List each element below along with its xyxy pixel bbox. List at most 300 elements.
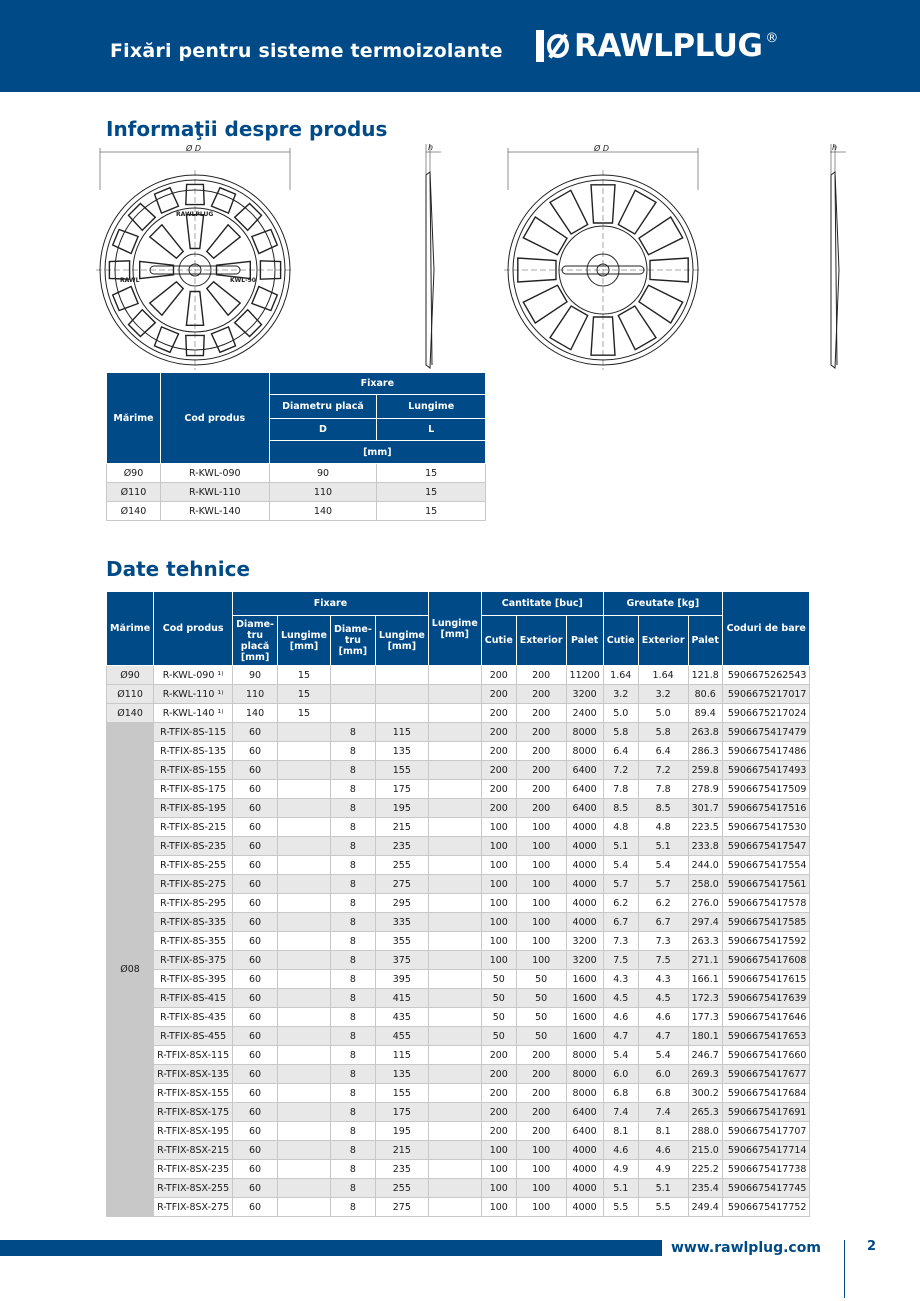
table-cell: 200 <box>481 1065 516 1084</box>
table-cell: R-TFIX-8S-395 <box>154 970 233 989</box>
table-cell: 15 <box>377 464 486 483</box>
table-cell: 100 <box>516 1141 566 1160</box>
table-cell: 5.4 <box>603 1046 638 1065</box>
washer-slot <box>639 285 683 323</box>
table-cell: 297.4 <box>688 913 722 932</box>
diameter-label-2: Ø D <box>594 144 609 153</box>
table-cell: R-TFIX-8S-135 <box>154 742 233 761</box>
table-cell: 60 <box>233 1046 278 1065</box>
table-cell: 5906675417486 <box>722 742 810 761</box>
table-cell: 8 <box>330 1122 375 1141</box>
table-cell: 2400 <box>566 704 603 723</box>
table-cell: 5906675217017 <box>722 685 810 704</box>
table-cell: 4000 <box>566 894 603 913</box>
table-cell <box>277 989 330 1008</box>
table-cell <box>428 1027 481 1046</box>
table-cell: R-TFIX-8S-375 <box>154 951 233 970</box>
table-cell: 60 <box>233 970 278 989</box>
table-cell: 455 <box>375 1027 428 1046</box>
washer-slot <box>150 225 183 258</box>
table-cell: 249.4 <box>688 1198 722 1217</box>
table-cell: 8 <box>330 856 375 875</box>
table-cell: 60 <box>233 742 278 761</box>
table-cell: Ø90 <box>107 464 161 483</box>
table-cell: 4.3 <box>603 970 638 989</box>
washer-slot <box>618 306 656 350</box>
logo-registered: ® <box>765 30 779 46</box>
table-row <box>107 837 810 856</box>
table-cell: 166.1 <box>688 970 722 989</box>
table-cell: 8 <box>330 913 375 932</box>
table-cell <box>428 704 481 723</box>
table-cell: 8 <box>330 1065 375 1084</box>
table-cell: 200 <box>516 1046 566 1065</box>
technical-drawings <box>96 140 866 370</box>
table-cell: Ø140 <box>107 502 161 521</box>
section-title-tech-data: Date tehnice <box>106 557 251 581</box>
footer-url[interactable]: www.rawlplug.com <box>671 1240 821 1256</box>
table-row <box>107 1179 810 1198</box>
table-cell: 6.8 <box>603 1084 638 1103</box>
table-row <box>107 1198 810 1217</box>
th-unit: [mm] <box>269 441 485 464</box>
table-cell <box>428 780 481 799</box>
table-cell: 11200 <box>566 666 603 685</box>
table-cell <box>428 761 481 780</box>
table-cell <box>330 685 375 704</box>
table-cell: 50 <box>516 989 566 1008</box>
table-cell <box>277 894 330 913</box>
table-cell: 200 <box>516 1103 566 1122</box>
table-cell <box>428 1065 481 1084</box>
table-cell: 100 <box>481 837 516 856</box>
table-cell: R-TFIX-8S-455 <box>154 1027 233 1046</box>
washer-slot <box>150 282 183 315</box>
table-cell <box>277 723 330 742</box>
table-cell: 155 <box>375 761 428 780</box>
table-cell: 5.5 <box>603 1198 638 1217</box>
th-length: Lungime [mm] <box>428 592 481 666</box>
table-cell: 90 <box>269 464 377 483</box>
table-cell <box>428 666 481 685</box>
table-cell: R-TFIX-8S-355 <box>154 932 233 951</box>
table-cell: 300.2 <box>688 1084 722 1103</box>
table-cell: 6400 <box>566 799 603 818</box>
table-cell: 5906675417592 <box>722 932 810 951</box>
table-row <box>107 989 810 1008</box>
table-cell: 5906675417554 <box>722 856 810 875</box>
table-cell <box>428 856 481 875</box>
table-cell: 6.2 <box>638 894 688 913</box>
table-cell: 60 <box>233 989 278 1008</box>
th-diam-plate: Diame- tru placă [mm] <box>233 616 278 666</box>
th-diam: Diame- tru [mm] <box>330 616 375 666</box>
table-cell: 355 <box>375 932 428 951</box>
table-cell: 60 <box>233 1103 278 1122</box>
table-cell <box>277 1008 330 1027</box>
table-cell: 180.1 <box>688 1027 722 1046</box>
table-cell: R-TFIX-8S-435 <box>154 1008 233 1027</box>
washer-side-view-1 <box>426 144 441 368</box>
washer-slot <box>113 287 138 311</box>
table-cell: 100 <box>481 875 516 894</box>
table-cell: 100 <box>481 1141 516 1160</box>
table-cell: 335 <box>375 913 428 932</box>
table-cell: 100 <box>481 818 516 837</box>
table-cell: 60 <box>233 856 278 875</box>
table-cell: 7.5 <box>638 951 688 970</box>
table-cell: R-TFIX-8S-255 <box>154 856 233 875</box>
table-cell: 5.1 <box>638 837 688 856</box>
table-cell: 60 <box>233 932 278 951</box>
th-l: L <box>377 419 486 441</box>
table-cell <box>277 761 330 780</box>
table-row <box>107 1008 810 1027</box>
th-box-2: Cutie <box>603 616 638 666</box>
table-cell: 155 <box>375 1084 428 1103</box>
table-cell: 5906675417714 <box>722 1141 810 1160</box>
table-cell: 259.8 <box>688 761 722 780</box>
table-cell: R-TFIX-8S-235 <box>154 837 233 856</box>
table-cell: 100 <box>481 951 516 970</box>
washer-slot <box>618 190 656 234</box>
table-cell: 8000 <box>566 723 603 742</box>
th-quantity: Cantitate [buc] <box>481 592 603 616</box>
table-cell: 8 <box>330 780 375 799</box>
table-cell: 60 <box>233 799 278 818</box>
table-cell: 5906675417561 <box>722 875 810 894</box>
table-cell: R-TFIX-8S-295 <box>154 894 233 913</box>
table-cell: R-TFIX-8S-335 <box>154 913 233 932</box>
table-cell: 5906675417639 <box>722 989 810 1008</box>
washer-slot <box>155 188 179 213</box>
th-barcode: Coduri de bare <box>722 592 810 666</box>
table-cell <box>277 856 330 875</box>
table-cell: 8 <box>330 1084 375 1103</box>
table-cell <box>428 989 481 1008</box>
table-cell <box>428 1141 481 1160</box>
table-cell: 5.4 <box>603 856 638 875</box>
table-cell: 5.4 <box>638 1046 688 1065</box>
table-cell: 8000 <box>566 1046 603 1065</box>
table-row <box>107 704 810 723</box>
washer-slot <box>639 217 683 255</box>
table-cell: 8 <box>330 837 375 856</box>
table-cell: 4.8 <box>638 818 688 837</box>
table-cell: 271.1 <box>688 951 722 970</box>
th-code: Cod produs <box>154 592 233 666</box>
table-cell: 200 <box>481 1122 516 1141</box>
table-cell: 8.1 <box>603 1122 638 1141</box>
table-cell: 5906675417691 <box>722 1103 810 1122</box>
table-cell: 8 <box>330 951 375 970</box>
table-cell: R-TFIX-8S-155 <box>154 761 233 780</box>
table-cell: 200 <box>516 780 566 799</box>
table-cell: 5906675417684 <box>722 1084 810 1103</box>
washer-slot <box>207 282 240 315</box>
table-row <box>107 483 486 502</box>
table-cell <box>277 1103 330 1122</box>
table-cell: 288.0 <box>688 1122 722 1141</box>
table-row <box>107 932 810 951</box>
table-cell: 4.6 <box>638 1141 688 1160</box>
table-cell: 8 <box>330 723 375 742</box>
table-cell: 275 <box>375 875 428 894</box>
table-cell: R-TFIX-8SX-195 <box>154 1122 233 1141</box>
table-cell: 4.5 <box>603 989 638 1008</box>
table-cell: 1.64 <box>638 666 688 685</box>
table-cell: 15 <box>277 685 330 704</box>
table-cell: 100 <box>516 1198 566 1217</box>
table-cell: 100 <box>481 894 516 913</box>
table-cell: 4000 <box>566 1141 603 1160</box>
table-cell: R-KWL-140 ¹⁾ <box>154 704 233 723</box>
table-cell: 60 <box>233 1122 278 1141</box>
table-cell: 6400 <box>566 761 603 780</box>
table-cell: 5906675417585 <box>722 913 810 932</box>
table-cell: 90 <box>233 666 278 685</box>
table-cell: 200 <box>481 761 516 780</box>
table-cell: 60 <box>233 913 278 932</box>
table-cell: 1.64 <box>603 666 638 685</box>
table-cell <box>277 1027 330 1046</box>
table-cell: R-TFIX-8SX-155 <box>154 1084 233 1103</box>
table-cell <box>428 932 481 951</box>
table-cell: 200 <box>516 723 566 742</box>
table-cell: 5906675417660 <box>722 1046 810 1065</box>
brand-label-left: RAWL <box>120 277 140 284</box>
table-cell: 200 <box>481 1046 516 1065</box>
table-cell: 195 <box>375 1122 428 1141</box>
table-cell: 7.4 <box>638 1103 688 1122</box>
table-cell: 110 <box>269 483 377 502</box>
table-row <box>107 723 810 742</box>
table-cell: 60 <box>233 818 278 837</box>
th-diameter: Diametru placă <box>269 395 377 419</box>
table-cell: 375 <box>375 951 428 970</box>
table-cell: Ø90 <box>107 666 154 685</box>
table-cell: 50 <box>481 970 516 989</box>
table-cell: 4000 <box>566 875 603 894</box>
table-cell: 100 <box>516 1160 566 1179</box>
table-cell: 60 <box>233 1027 278 1046</box>
table-cell: 5.5 <box>638 1198 688 1217</box>
table-cell <box>277 970 330 989</box>
table-cell: 1600 <box>566 989 603 1008</box>
table-cell: R-TFIX-8SX-115 <box>154 1046 233 1065</box>
table-cell: 8000 <box>566 742 603 761</box>
th-pallet-2: Palet <box>688 616 722 666</box>
table-cell: 60 <box>233 723 278 742</box>
table-cell <box>428 1122 481 1141</box>
washer-slot <box>523 217 567 255</box>
table-cell: 200 <box>481 1103 516 1122</box>
table-cell <box>428 685 481 704</box>
table-cell: 3.2 <box>603 685 638 704</box>
washer-slot <box>550 190 588 234</box>
table-row <box>107 666 810 685</box>
table-cell: 4000 <box>566 1160 603 1179</box>
table-cell: 60 <box>233 894 278 913</box>
table-cell: 278.9 <box>688 780 722 799</box>
header-title: Fixări pentru sisteme termoizolante <box>110 40 503 62</box>
table-cell <box>277 913 330 932</box>
table-cell: 200 <box>481 704 516 723</box>
table-row <box>107 875 810 894</box>
table-cell: Ø140 <box>107 704 154 723</box>
table-cell: R-KWL-110 <box>160 483 269 502</box>
table-cell: 200 <box>481 1084 516 1103</box>
table-cell <box>428 1160 481 1179</box>
table-cell: 60 <box>233 951 278 970</box>
table-cell: 5906675417578 <box>722 894 810 913</box>
table-cell: 5906675417677 <box>722 1065 810 1084</box>
table-cell: 89.4 <box>688 704 722 723</box>
table-row <box>107 1027 810 1046</box>
table-cell: 100 <box>481 1160 516 1179</box>
table-cell: 100 <box>516 894 566 913</box>
table-cell: 269.3 <box>688 1065 722 1084</box>
table-cell: 6.0 <box>603 1065 638 1084</box>
table-cell: 5.4 <box>638 856 688 875</box>
table-cell: 5.1 <box>603 837 638 856</box>
table-cell: R-TFIX-8S-415 <box>154 989 233 1008</box>
table-row <box>107 1122 810 1141</box>
table-cell: 8 <box>330 1027 375 1046</box>
table-cell: 5906675417646 <box>722 1008 810 1027</box>
table-cell: 60 <box>233 1065 278 1084</box>
table-cell: 4000 <box>566 1179 603 1198</box>
table-cell: 235 <box>375 837 428 856</box>
table-cell: R-KWL-090 <box>160 464 269 483</box>
table-cell: 4.7 <box>638 1027 688 1046</box>
table-cell <box>428 1008 481 1027</box>
table-cell: 6.4 <box>638 742 688 761</box>
th-fixare: Fixare <box>233 592 429 616</box>
th-d: D <box>269 419 377 441</box>
table-cell: 115 <box>375 723 428 742</box>
table-cell: R-TFIX-8S-115 <box>154 723 233 742</box>
table-cell: 8 <box>330 894 375 913</box>
table-cell: 172.3 <box>688 989 722 1008</box>
table-cell: 215 <box>375 818 428 837</box>
table-cell <box>330 704 375 723</box>
table-cell: 7.3 <box>603 932 638 951</box>
table-row <box>107 1160 810 1179</box>
table-cell: 100 <box>516 837 566 856</box>
table-cell: 200 <box>516 761 566 780</box>
table-cell: 135 <box>375 742 428 761</box>
table-cell <box>277 1198 330 1217</box>
table-cell: 1600 <box>566 1027 603 1046</box>
table-cell: 6.7 <box>638 913 688 932</box>
table-cell: 5906675417745 <box>722 1179 810 1198</box>
th-weight: Greutate [kg] <box>603 592 722 616</box>
table-cell: 6.4 <box>603 742 638 761</box>
table-cell: 200 <box>516 1122 566 1141</box>
table-cell: 200 <box>516 685 566 704</box>
table-cell: 121.8 <box>688 666 722 685</box>
table-cell: 255 <box>375 1179 428 1198</box>
table-cell: 5.0 <box>603 704 638 723</box>
table-cell: 276.0 <box>688 894 722 913</box>
table-cell: 100 <box>481 856 516 875</box>
table-cell <box>277 780 330 799</box>
table-cell: 60 <box>233 761 278 780</box>
table-cell <box>277 1122 330 1141</box>
table-cell: 7.5 <box>603 951 638 970</box>
table-cell: 100 <box>481 913 516 932</box>
rawlplug-logo <box>536 28 778 64</box>
model-label: KWL-90 <box>230 277 256 284</box>
washer-slot <box>252 287 277 311</box>
table-row <box>107 913 810 932</box>
washer-slot <box>550 306 588 350</box>
table-cell: 5906675262543 <box>722 666 810 685</box>
table-row <box>107 894 810 913</box>
table-cell: 8 <box>330 799 375 818</box>
table-cell <box>277 837 330 856</box>
table-cell: R-KWL-110 ¹⁾ <box>154 685 233 704</box>
table-cell: 3.2 <box>638 685 688 704</box>
table-row <box>107 780 810 799</box>
table-cell: 200 <box>516 704 566 723</box>
table-cell: 100 <box>516 818 566 837</box>
table-cell: 200 <box>516 799 566 818</box>
table-cell: 100 <box>516 875 566 894</box>
product-info-table <box>106 372 486 521</box>
table-row <box>107 970 810 989</box>
table-cell: R-TFIX-8SX-235 <box>154 1160 233 1179</box>
table-cell: 4.7 <box>603 1027 638 1046</box>
table-cell: 50 <box>516 1027 566 1046</box>
table-cell: 6.8 <box>638 1084 688 1103</box>
table-cell: 15 <box>377 483 486 502</box>
th-exterior: Exterior <box>516 616 566 666</box>
table-cell: 7.4 <box>603 1103 638 1122</box>
table-cell: 50 <box>516 970 566 989</box>
table-cell <box>277 818 330 837</box>
table-cell <box>375 685 428 704</box>
table-cell: 5906675417615 <box>722 970 810 989</box>
table-cell: 5.7 <box>638 875 688 894</box>
table-cell: 60 <box>233 1084 278 1103</box>
table-cell: 100 <box>481 1179 516 1198</box>
table-row <box>107 1084 810 1103</box>
table-cell: R-TFIX-8SX-275 <box>154 1198 233 1217</box>
table-row <box>107 856 810 875</box>
table-cell: 200 <box>516 742 566 761</box>
table-cell: R-KWL-090 ¹⁾ <box>154 666 233 685</box>
table-cell <box>375 704 428 723</box>
table-cell: 5.1 <box>638 1179 688 1198</box>
table-cell: 6400 <box>566 1103 603 1122</box>
washer-slot <box>113 230 138 254</box>
th-length-2: Lungime [mm] <box>375 616 428 666</box>
table-cell <box>277 1084 330 1103</box>
table-cell: 200 <box>481 723 516 742</box>
table-cell <box>277 875 330 894</box>
table-cell <box>277 1065 330 1084</box>
table-cell: 233.8 <box>688 837 722 856</box>
table-row <box>107 799 810 818</box>
table-cell <box>277 742 330 761</box>
table-cell: 4.6 <box>603 1141 638 1160</box>
table-cell: 5906675417738 <box>722 1160 810 1179</box>
table-cell: 60 <box>233 1008 278 1027</box>
logo-text: RAWLPLUG <box>574 28 763 64</box>
table-cell <box>277 951 330 970</box>
